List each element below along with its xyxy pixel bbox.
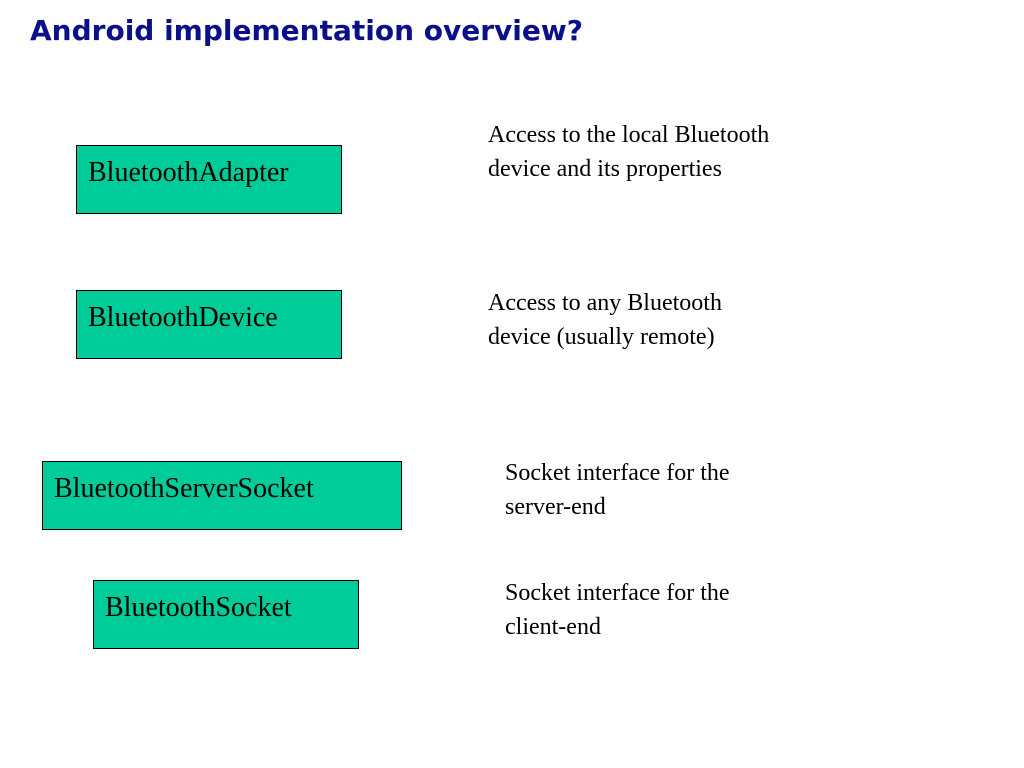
- bluetooth-device-description: Access to any Bluetooth device (usually remote): [488, 290, 722, 350]
- bluetooth-adapter-box: [76, 145, 342, 214]
- bluetooth-device-label: BluetoothDevice: [88, 302, 278, 333]
- bluetooth-socket-box: [93, 580, 359, 649]
- bluetooth-socket-description: Socket interface for the client-end: [505, 580, 730, 640]
- bluetooth-server-socket-label: BluetoothServerSocket: [54, 473, 314, 504]
- bluetooth-server-socket-box: [42, 461, 402, 530]
- bluetooth-adapter-description: Access to the local Bluetooth device and its properties: [488, 122, 770, 182]
- bluetooth-adapter-label: BluetoothAdapter: [88, 157, 289, 188]
- bluetooth-server-socket-description: Socket interface for the server-end: [505, 460, 730, 520]
- slide-title: Android implementation overview?: [30, 14, 583, 47]
- bluetooth-device-box: [76, 290, 342, 359]
- bluetooth-socket-label: BluetoothSocket: [105, 592, 292, 623]
